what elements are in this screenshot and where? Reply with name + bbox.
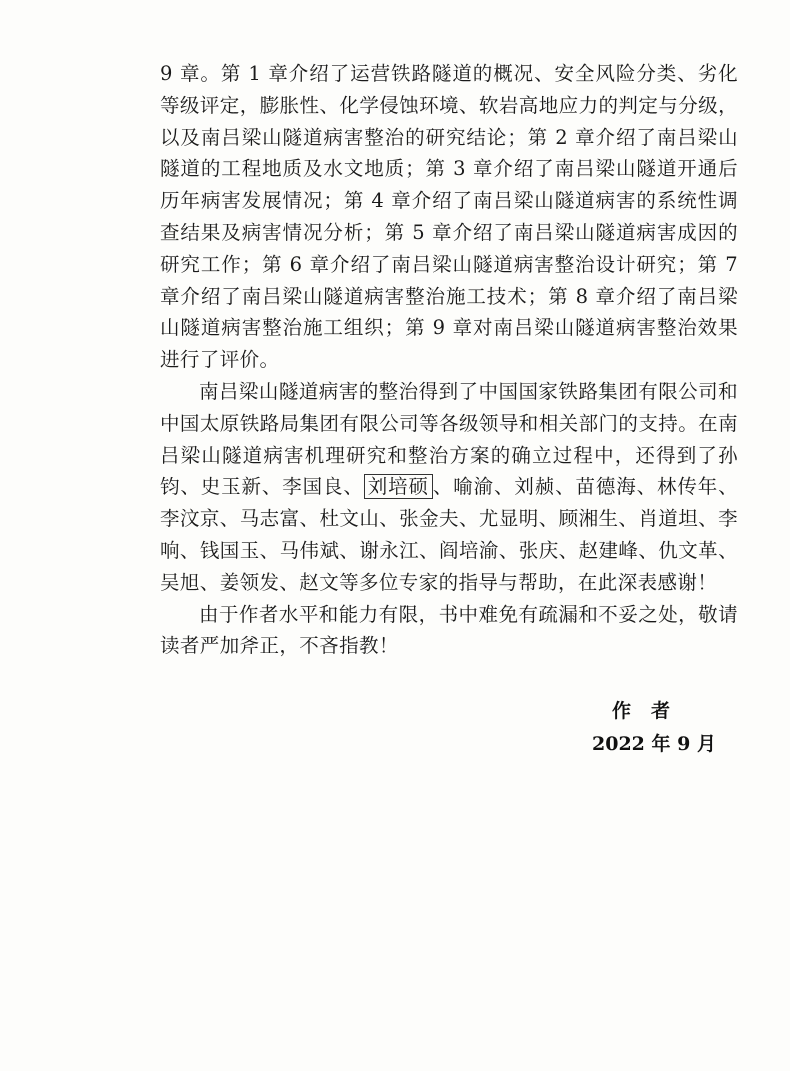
signature-date: 2022 年 9 月 xyxy=(592,733,716,755)
highlighted-name-box: 刘培硕 xyxy=(364,474,433,499)
signature-author: 作者 xyxy=(612,700,691,722)
paragraph-closing-note: 由于作者水平和能力有限，书中难免有疏漏和不妥之处，敬请读者严加斧正，不吝指教！ xyxy=(160,602,738,658)
acknowledgement-text-start: 南吕梁山隧道病害的整治得到了中国国家铁路集团有限公司和中国太原铁路局集团有限公司等各级领导和相关部门的支持。在南吕梁山隧道病害机理研究和整治方案的确立过程中，还得到了孙钧、史玉新、李国良、 xyxy=(160,379,738,499)
acknowledgement-text-end: 、喻渝、刘赪、苗德海、林传年、李汶京、马志富、杜文山、张金夫、尤显明、顾湘生、肖道坦、李响、钱国玉、马伟斌、谢永江、阎培渝、张庆、赵建峰、仇文革、吴旭、姜领发、赵文等多位专家的指导与帮助，在此深表感谢！ xyxy=(160,475,738,594)
paragraph-acknowledgements xyxy=(160,376,738,599)
document-body xyxy=(160,58,738,662)
paragraph-chapter-summary: 9 章。第 1 章介绍了运营铁路隧道的概况、安全风险分类、劣化等级评定，膨胀性、化学侵蚀环境、软岩高地应力的判定与分级，以及南吕梁山隧道病害整治的研究结论；第 2 章介绍了南吕梁山隧道的工程地质及水文地质；第 3 章介绍了南吕梁山隧道开通后历年病害发展情况；第 4 章介绍了南吕梁山隧道病害的系统性调查结果及病害情况分析；第 5 章介绍了南吕梁山隧道病害成因的研究工作；第 6 章介绍了南吕梁山隧道病害整治设计研究；第 7 章介绍了南吕梁山隧道病害整治施工技术；第 8 章介绍了南吕梁山隧道病害整治施工组织；第 9 章对南吕梁山隧道病害整治效果进行了评价。 xyxy=(160,62,738,372)
